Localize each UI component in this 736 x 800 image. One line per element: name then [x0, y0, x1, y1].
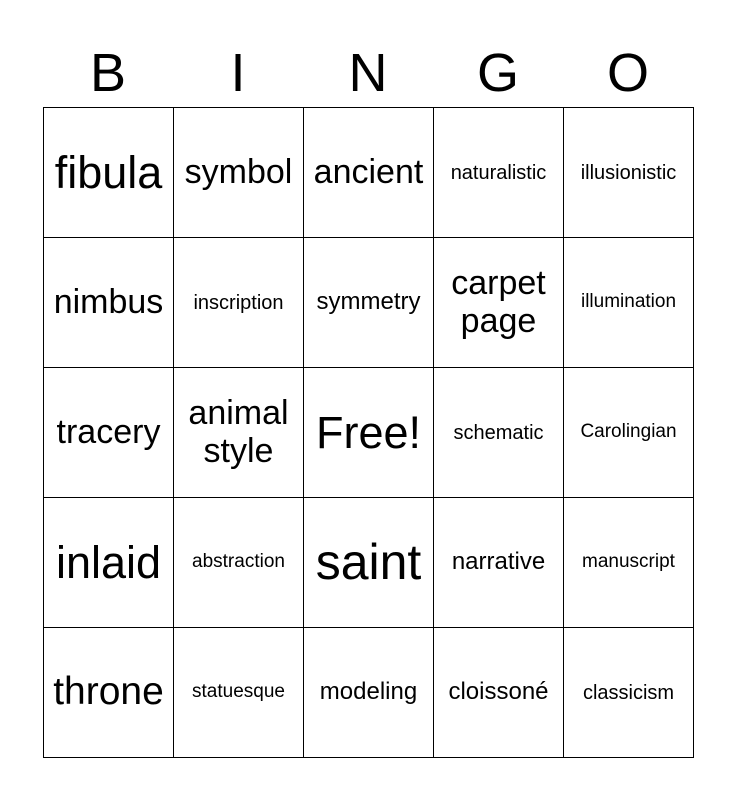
cell-label: nimbus — [53, 282, 164, 321]
cell-label: inscription — [193, 291, 284, 314]
bingo-cell[interactable] — [44, 368, 174, 498]
bingo-cell[interactable] — [434, 108, 564, 238]
bingo-cell[interactable] — [434, 238, 564, 368]
bingo-header — [43, 40, 693, 106]
bingo-cell[interactable] — [44, 108, 174, 238]
bingo-cell[interactable] — [174, 238, 304, 368]
bingo-cell[interactable] — [434, 498, 564, 628]
cell-label: inlaid — [55, 536, 162, 588]
cell-label: statuesque — [192, 681, 285, 703]
cell-label: classicism — [582, 681, 675, 704]
bingo-cell[interactable] — [564, 498, 694, 628]
cell-label: symmetry — [316, 288, 421, 316]
cell-label: manuscript — [582, 551, 675, 573]
cell-label: naturalistic — [450, 161, 547, 184]
header-letter-n: N — [348, 43, 388, 103]
bingo-cell[interactable] — [44, 498, 174, 628]
header-letter-b: B — [89, 43, 127, 103]
cell-label: abstraction — [192, 551, 285, 573]
cell-label: schematic — [453, 421, 544, 444]
cell-label: modeling — [319, 678, 418, 706]
bingo-cell[interactable] — [304, 498, 434, 628]
cell-label: illusionistic — [580, 161, 677, 184]
bingo-cell[interactable] — [174, 368, 304, 498]
header-letter-i: I — [230, 43, 246, 103]
bingo-cell[interactable] — [44, 628, 174, 758]
bingo-cell[interactable] — [174, 108, 304, 238]
bingo-cell[interactable] — [304, 238, 434, 368]
cell-label: fibula — [54, 146, 163, 198]
cell-label: tracery — [56, 412, 161, 451]
bingo-cell[interactable] — [564, 628, 694, 758]
cell-label: illumination — [580, 291, 677, 313]
bingo-cell[interactable] — [304, 628, 434, 758]
free-space-label: Free! — [315, 406, 422, 458]
cell-label: saint — [315, 534, 422, 590]
bingo-cell[interactable] — [174, 628, 304, 758]
bingo-cell[interactable] — [564, 238, 694, 368]
header-letter-o: O — [606, 43, 649, 103]
bingo-cell[interactable] — [174, 498, 304, 628]
cell-label: narrative — [451, 548, 546, 576]
cell-label: ancient — [313, 152, 424, 191]
cell-label: carpet page — [451, 264, 546, 340]
cell-label: cloissoné — [448, 678, 549, 706]
cell-label: animal style — [188, 394, 289, 470]
cell-label: symbol — [184, 152, 293, 191]
bingo-cell[interactable] — [434, 628, 564, 758]
cell-label: throne — [53, 670, 164, 714]
bingo-cell[interactable] — [564, 368, 694, 498]
bingo-cell[interactable] — [44, 238, 174, 368]
bingo-cell[interactable] — [434, 368, 564, 498]
header-letter-g: G — [476, 43, 519, 103]
bingo-cell[interactable] — [304, 108, 434, 238]
cell-label: Carolingian — [580, 421, 677, 443]
free-space-cell[interactable] — [304, 368, 434, 498]
bingo-card-grid — [43, 107, 694, 758]
bingo-cell[interactable] — [564, 108, 694, 238]
